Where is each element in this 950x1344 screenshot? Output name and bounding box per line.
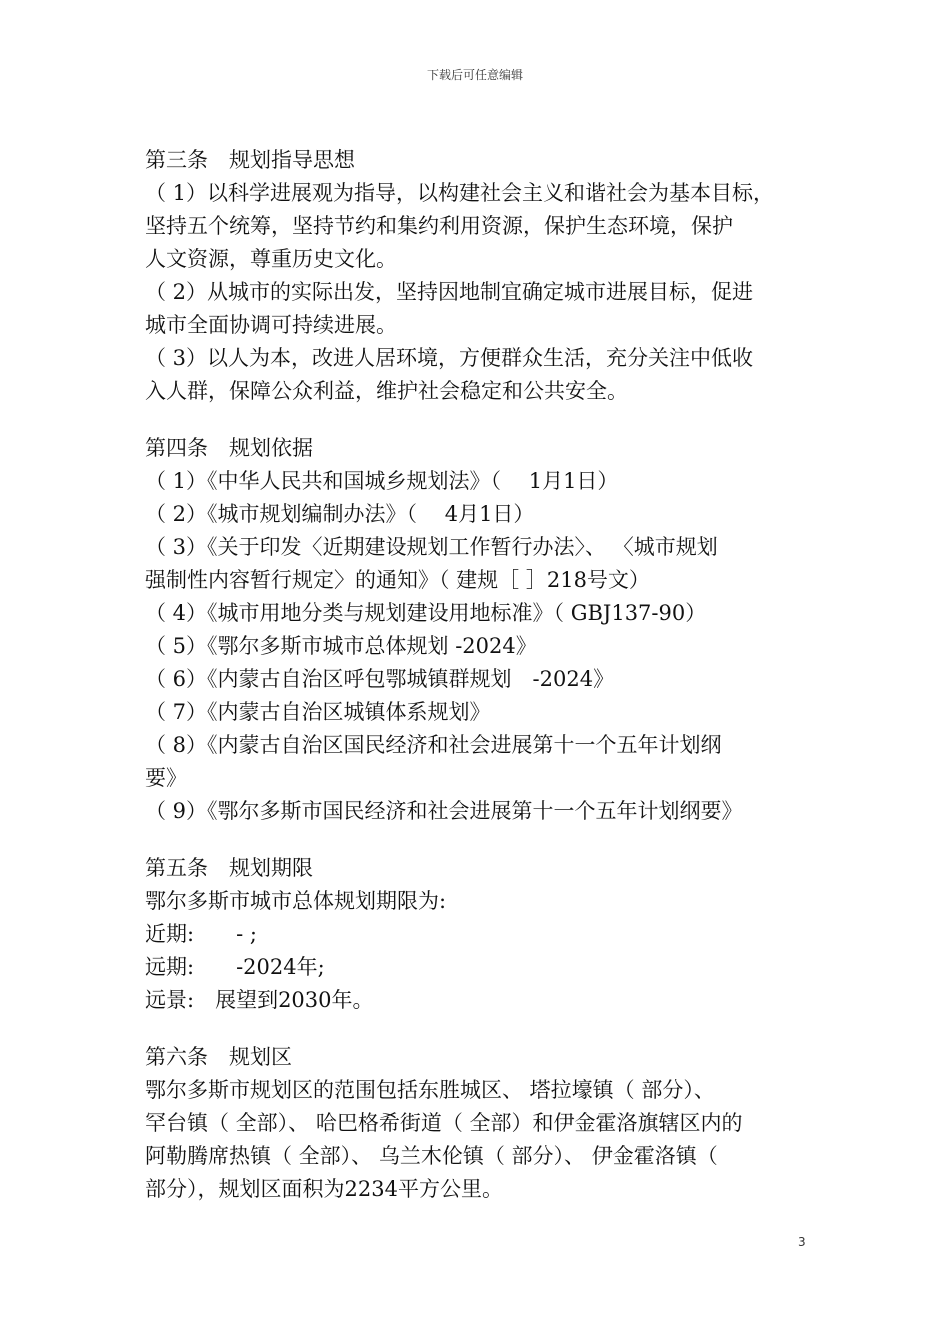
article-3-line: （ 2）从城市的实际出发，坚持因地制宜确定城市进展目标，促进 <box>145 280 754 304</box>
article-4-line: 要》 <box>145 766 187 790</box>
article-4-line: （ 4）《城市用地分类与规划建设用地标准》（ GBJ137-90） <box>145 601 707 625</box>
article-6-line: 阿勒腾席热镇（ 全部）、 乌兰木伦镇（ 部分）、 伊金霍洛镇（ <box>145 1144 718 1168</box>
paragraph-gap <box>145 1017 813 1041</box>
article-5-title: 第五条 规划期限 <box>145 856 313 880</box>
article-3-line: 人文资源，尊重历史文化。 <box>145 247 397 271</box>
page-header: 下载后可任意编辑 <box>426 68 523 82</box>
article-4-line: （ 2）《城市规划编制办法》（ 4月1日） <box>145 502 535 526</box>
article-3-line: 城市全面协调可持续进展。 <box>145 313 397 337</box>
document-body <box>145 144 813 1206</box>
article-6-line: 鄂尔多斯市规划区的范围包括东胜城区、 塔拉壕镇（ 部分）、 <box>145 1078 715 1102</box>
article-4-line: （ 9）《鄂尔多斯市国民经济和社会进展第十一个五年计划纲要》 <box>145 799 743 823</box>
article-5-line: 远期: -2024年; <box>145 955 325 979</box>
article-5-line: 鄂尔多斯市城市总体规划期限为: <box>145 889 447 913</box>
article-6-line: 罕台镇（ 全部）、 哈巴格希街道（ 全部）和伊金霍洛旗辖区内的 <box>145 1111 743 1135</box>
article-6-title: 第六条 规划区 <box>145 1045 292 1069</box>
article-3-line: 坚持五个统筹，坚持节约和集约利用资源，保护生态环境，保护 <box>145 214 733 238</box>
paragraph-gap <box>145 408 813 432</box>
article-4-line: （ 6）《内蒙古自治区呼包鄂城镇群规划 -2024》 <box>145 667 615 691</box>
article-3-line: （ 1）以科学进展观为指导，以构建社会主义和谐社会为基本目标， <box>145 181 775 205</box>
article-3-title: 第三条 规划指导思想 <box>145 148 355 172</box>
article-5-line: 远景: 展望到2030年。 <box>145 988 374 1012</box>
article-4-title: 第四条 规划依据 <box>145 436 313 460</box>
article-6-line: 部分），规划区面积为2234平方公里。 <box>145 1177 503 1201</box>
article-5-line: 近期: - ; <box>145 922 257 946</box>
article-4-line: （ 1）《中华人民共和国城乡规划法》（ 1月1日） <box>145 469 619 493</box>
article-4-line: （ 7）《内蒙古自治区城镇体系规划》 <box>145 700 491 724</box>
article-3-line: 入人群，保障公众利益，维护社会稳定和公共安全。 <box>145 379 628 403</box>
article-4-line: （ 8）《内蒙古自治区国民经济和社会进展第十一个五年计划纲 <box>145 733 722 757</box>
paragraph-gap <box>145 828 813 852</box>
article-4-line: 强制性内容暂行规定〉的通知》（ 建规［ ］218号文） <box>145 568 650 592</box>
article-4-line: （ 5）《鄂尔多斯市城市总体规划 -2024》 <box>145 634 537 658</box>
article-3-line: （ 3）以人为本，改进人居环境，方便群众生活，充分关注中低收 <box>145 346 754 370</box>
page-number: 3 <box>798 1235 806 1249</box>
article-4-line: （ 3）《关于印发〈近期建设规划工作暂行办法〉、 〈城市规划 <box>145 535 718 559</box>
